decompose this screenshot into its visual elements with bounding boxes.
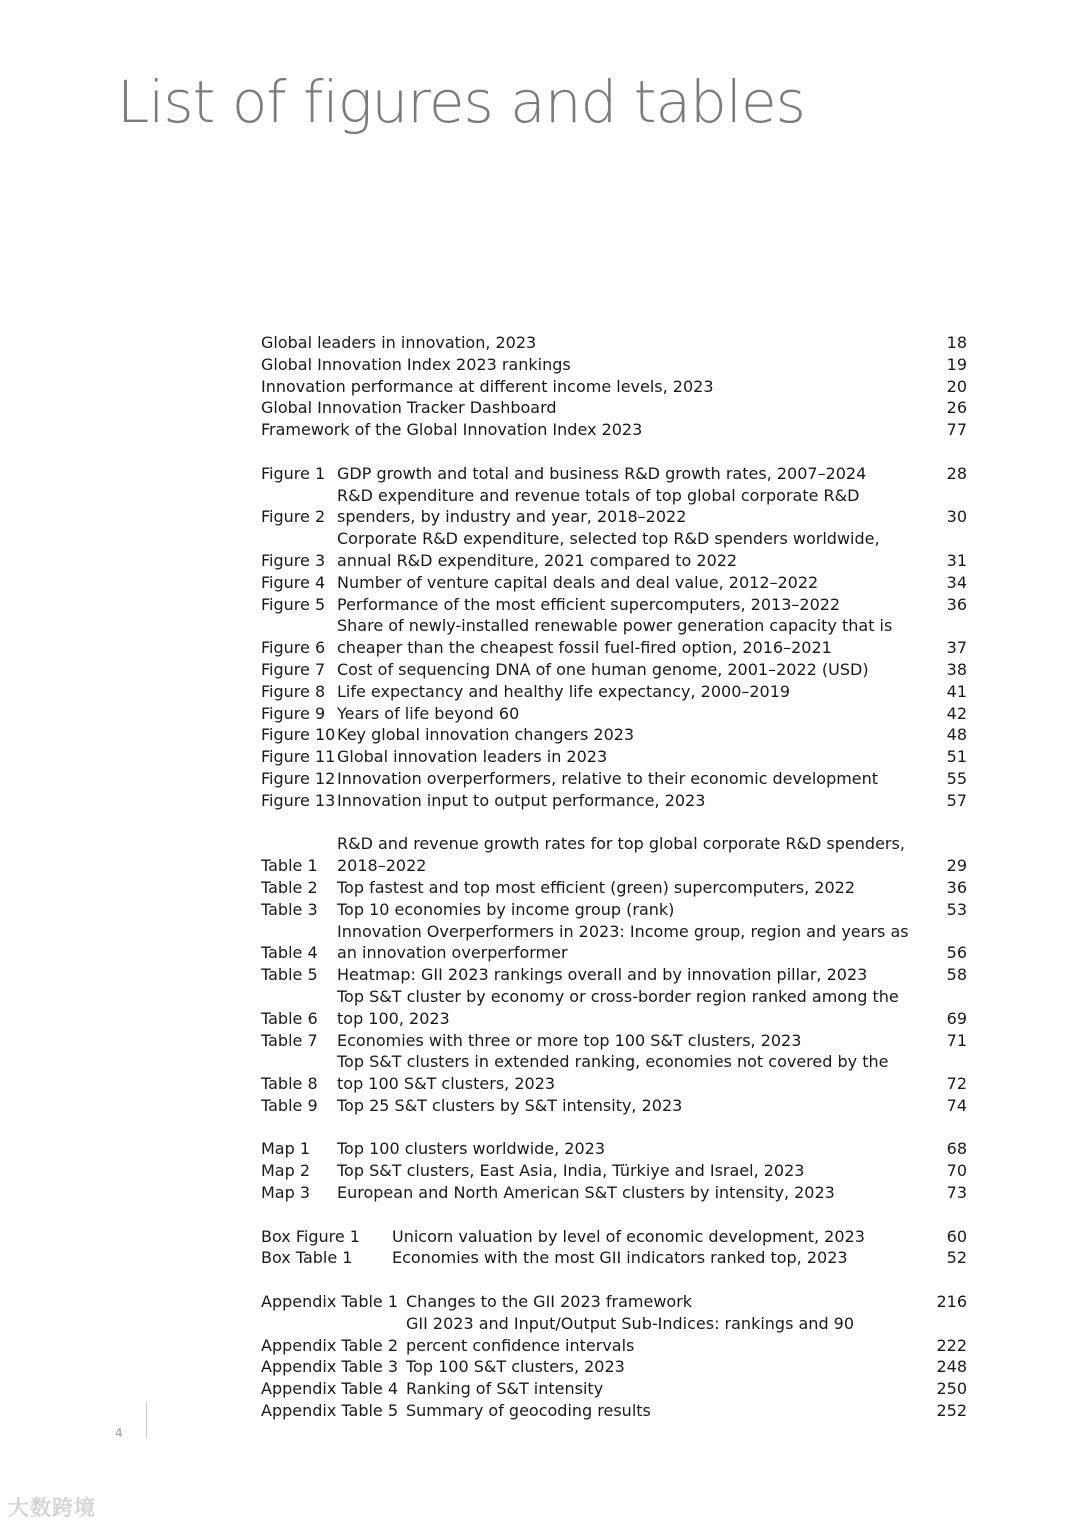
toc-entry-page: 71 — [946, 1030, 967, 1050]
toc-entry-page: 42 — [946, 703, 967, 723]
toc-entry[interactable] — [261, 659, 967, 681]
toc-entry[interactable] — [261, 332, 967, 354]
toc-entry[interactable] — [261, 833, 967, 877]
toc-entry[interactable] — [261, 1051, 967, 1095]
toc-entry[interactable] — [261, 1138, 967, 1160]
toc-entry-page: 55 — [946, 768, 967, 788]
toc-entry-label: Table 3 — [261, 899, 318, 919]
toc-entry-page: 69 — [946, 1008, 967, 1028]
toc-entry-label: Appendix Table 4 — [261, 1379, 399, 1399]
toc-entry-label: Appendix Table 2 — [261, 1335, 399, 1355]
toc-entry-title: Global innovation leaders in 2023 — [337, 747, 608, 767]
toc-entry-page: 60 — [946, 1226, 967, 1246]
toc-entry-page: 77 — [946, 420, 967, 440]
toc-entry[interactable] — [261, 1226, 967, 1248]
toc-entry-label: Figure 1 — [261, 463, 326, 483]
toc-entry-page: 222 — [936, 1335, 967, 1355]
toc-entry-title: Top 25 S&T clusters by S&T intensity, 2023 — [337, 1095, 683, 1115]
toc-entry-title: Top 100 clusters worldwide, 2023 — [337, 1139, 606, 1159]
toc-entry-title: Number of venture capital deals and deal value, 2012–2022 — [337, 572, 819, 592]
toc-entry[interactable] — [261, 397, 967, 419]
toc-entry-page: 48 — [946, 725, 967, 745]
toc-entry-label: Figure 12 — [261, 768, 336, 788]
toc-entry-label: Table 2 — [261, 877, 318, 897]
toc-entry[interactable] — [261, 1247, 967, 1269]
toc-group-figures — [261, 463, 967, 812]
toc-entry-page: 26 — [946, 398, 967, 418]
toc-entry[interactable] — [261, 1291, 967, 1313]
toc-entry-page: 56 — [946, 943, 967, 963]
toc-entry-title: Changes to the GII 2023 framework — [406, 1292, 693, 1312]
toc-entry-title: Life expectancy and healthy life expectancy, 2000–2019 — [337, 681, 791, 701]
toc-entry[interactable] — [261, 1313, 967, 1357]
toc-entry-label: Map 3 — [261, 1183, 311, 1203]
toc-entry-title: Top fastest and top most efficient (green) supercomputers, 2022 — [337, 877, 856, 897]
toc-entry[interactable] — [261, 1095, 967, 1117]
toc-group-tables — [261, 833, 967, 1116]
toc-entry-page: 70 — [946, 1161, 967, 1181]
toc-entry[interactable] — [261, 594, 967, 616]
toc-entry[interactable] — [261, 1182, 967, 1204]
toc-entry-page: 36 — [946, 877, 967, 897]
toc-entry[interactable] — [261, 768, 967, 790]
toc-entry-label: Map 1 — [261, 1139, 311, 1159]
toc-entry-title: Top 100 S&T clusters, 2023 — [406, 1357, 625, 1377]
page-number: 4 — [115, 1426, 123, 1440]
toc-entry-label: Figure 3 — [261, 550, 326, 570]
toc-entry-title: Unicorn valuation by level of economic development, 2023 — [392, 1226, 865, 1246]
toc-entry-title: R&D expenditure and revenue totals of top global corporate R&D spenders, by industry and year, 2018–2022 — [337, 485, 860, 527]
toc-entry[interactable] — [261, 790, 967, 812]
toc-entry[interactable] — [261, 615, 967, 659]
toc-entry-label: Map 2 — [261, 1161, 311, 1181]
toc-entry-label: Appendix Table 3 — [261, 1357, 399, 1377]
toc-entry-title: Top S&T clusters, East Asia, India, Türkiye and Israel, 2023 — [337, 1161, 805, 1181]
toc-entry-title: European and North American S&T clusters by intensity, 2023 — [337, 1183, 835, 1203]
toc-entry-page: 58 — [946, 965, 967, 985]
toc-entry-page: 28 — [946, 463, 967, 483]
toc-entry[interactable] — [261, 724, 967, 746]
toc-entry-page: 30 — [946, 507, 967, 527]
toc-entry-title: Innovation overperformers, relative to their economic development — [337, 768, 879, 788]
toc-entry-title: Economies with three or more top 100 S&T clusters, 2023 — [337, 1030, 802, 1050]
toc-entry-title: Share of newly-installed renewable power generation capacity that is cheaper than the cheapest fossil fuel-fired option, 2016–2021 — [337, 616, 893, 658]
toc-entry-page: 57 — [946, 790, 967, 810]
toc-entry-title: Ranking of S&T intensity — [406, 1379, 604, 1399]
toc-entry-label: Table 5 — [261, 965, 318, 985]
toc-entry-title: Corporate R&D expenditure, selected top R&D spenders worldwide, annual R&D expenditure, 2021 compared to 2022 — [337, 529, 880, 570]
toc-entry[interactable] — [261, 528, 967, 572]
toc-entry-page: 34 — [946, 572, 967, 592]
toc-entry-label: Appendix Table 1 — [261, 1292, 399, 1312]
toc-entry[interactable] — [261, 899, 967, 921]
toc-entry-label: Table 1 — [261, 856, 318, 876]
toc-entry-label: Figure 4 — [261, 572, 326, 592]
toc-entry-page: 51 — [946, 747, 967, 767]
toc-entry-label: Table 6 — [261, 1008, 318, 1028]
toc-entry-label: Figure 9 — [261, 703, 326, 723]
watermark: 大数跨境 — [8, 1496, 96, 1520]
toc-entry-title: R&D and revenue growth rates for top global corporate R&D spenders, 2018–2022 — [337, 834, 905, 876]
toc-entry[interactable] — [261, 681, 967, 703]
toc-entry-title: Global Innovation Tracker Dashboard — [261, 398, 557, 418]
toc-entry[interactable] — [261, 463, 967, 485]
toc-entry[interactable] — [261, 485, 967, 529]
toc-entry-title: GDP growth and total and business R&D growth rates, 2007–2024 — [337, 463, 867, 483]
toc-entry-label: Figure 8 — [261, 681, 326, 701]
toc-entry-label: Figure 6 — [261, 638, 326, 658]
toc-entry-title: Performance of the most efficient supercomputers, 2013–2022 — [337, 594, 841, 614]
toc-entry-page: 36 — [946, 594, 967, 614]
toc-entry[interactable] — [261, 1030, 967, 1052]
toc-entry-title: Heatmap: GII 2023 rankings overall and by innovation pillar, 2023 — [337, 965, 868, 985]
toc-entry-title: Innovation performance at different income levels, 2023 — [261, 376, 714, 396]
toc-entry-title: Economies with the most GII indicators ranked top, 2023 — [392, 1248, 848, 1268]
toc-entry[interactable] — [261, 877, 967, 899]
toc-entry-label: Figure 5 — [261, 594, 326, 614]
toc-entry-title: Innovation Overperformers in 2023: Income group, region and years as an innovation overperformer — [337, 921, 909, 963]
toc-entry[interactable] — [261, 419, 967, 441]
toc-entry-page: 41 — [946, 681, 967, 701]
page-title: List of figures and tables — [117, 68, 805, 136]
toc-group-boxes — [261, 1226, 967, 1270]
toc-entry-page: 31 — [946, 550, 967, 570]
toc-entry-page: 68 — [946, 1139, 967, 1159]
toc-entry-title: Innovation input to output performance, 2023 — [337, 790, 706, 810]
toc-entry[interactable] — [261, 572, 967, 594]
toc-entry-page: 73 — [946, 1183, 967, 1203]
toc-entry-label: Table 9 — [261, 1095, 318, 1115]
toc-entry-page: 52 — [946, 1248, 967, 1268]
toc-entry-label: Table 4 — [261, 943, 318, 963]
toc-entry-page: 250 — [936, 1379, 967, 1399]
toc-group-appendix — [261, 1291, 967, 1422]
toc-entry[interactable] — [261, 1400, 967, 1422]
toc-entry[interactable] — [261, 1378, 967, 1400]
toc-entry-page: 216 — [936, 1292, 967, 1312]
toc-entry[interactable] — [261, 354, 967, 376]
toc-entry-title: Top 10 economies by income group (rank) — [337, 899, 675, 919]
toc-entry-title: Global Innovation Index 2023 rankings — [261, 354, 571, 374]
toc-entry-title: Top S&T cluster by economy or cross-border region ranked among the top 100, 2023 — [337, 986, 899, 1028]
toc-entry-title: Top S&T clusters in extended ranking, economies not covered by the top 100 S&T clusters, 2023 — [337, 1052, 889, 1094]
toc-entry-page: 74 — [946, 1095, 967, 1115]
toc-entry-page: 19 — [946, 354, 967, 374]
toc-entry-page: 37 — [946, 638, 967, 658]
toc-entry[interactable] — [261, 986, 967, 1030]
toc-entry-title: Key global innovation changers 2023 — [337, 725, 635, 745]
toc — [261, 332, 967, 1422]
footer-divider — [146, 1402, 147, 1438]
toc-entry-label: Box Figure 1 — [261, 1226, 360, 1246]
toc-entry-label: Figure 2 — [261, 507, 326, 527]
toc-entry-title: Framework of the Global Innovation Index 2023 — [261, 420, 643, 440]
toc-entry-page: 252 — [936, 1401, 967, 1421]
toc-entry[interactable] — [261, 703, 967, 725]
toc-entry-label: Table 7 — [261, 1030, 318, 1050]
toc-entry[interactable] — [261, 921, 967, 965]
toc-entry-label: Box Table 1 — [261, 1248, 353, 1268]
toc-entry-title: GII 2023 and Input/Output Sub-Indices: rankings and 90 percent confidence intervals — [406, 1313, 855, 1355]
toc-entry-page: 53 — [946, 899, 967, 919]
toc-entry-page: 29 — [946, 856, 967, 876]
toc-entry-page: 248 — [936, 1357, 967, 1377]
toc-group-maps — [261, 1138, 967, 1203]
toc-entry-page: 72 — [946, 1074, 967, 1094]
toc-entry-label: Table 8 — [261, 1074, 318, 1094]
toc-entry-label: Figure 7 — [261, 659, 326, 679]
toc-entry-title: Years of life beyond 60 — [337, 703, 520, 723]
toc-entry-page: 18 — [946, 333, 967, 352]
toc-entry-title: Cost of sequencing DNA of one human genome, 2001–2022 (USD) — [337, 659, 869, 679]
toc-entry-title: Global leaders in innovation, 2023 — [261, 333, 537, 352]
toc-entry[interactable] — [261, 746, 967, 768]
toc-entry-title: Summary of geocoding results — [406, 1401, 651, 1421]
toc-entry-label: Appendix Table 5 — [261, 1401, 399, 1421]
toc-entry[interactable] — [261, 1160, 967, 1182]
toc-entry[interactable] — [261, 964, 967, 986]
toc-entry-label: Figure 10 — [261, 725, 336, 745]
toc-entry-page: 20 — [946, 376, 967, 396]
toc-entry-label: Figure 13 — [261, 790, 336, 810]
toc-group-intro — [261, 332, 967, 441]
toc-entry[interactable] — [261, 1356, 967, 1378]
toc-entry-label: Figure 11 — [261, 747, 336, 767]
toc-entry[interactable] — [261, 376, 967, 398]
toc-entry-page: 38 — [946, 659, 967, 679]
